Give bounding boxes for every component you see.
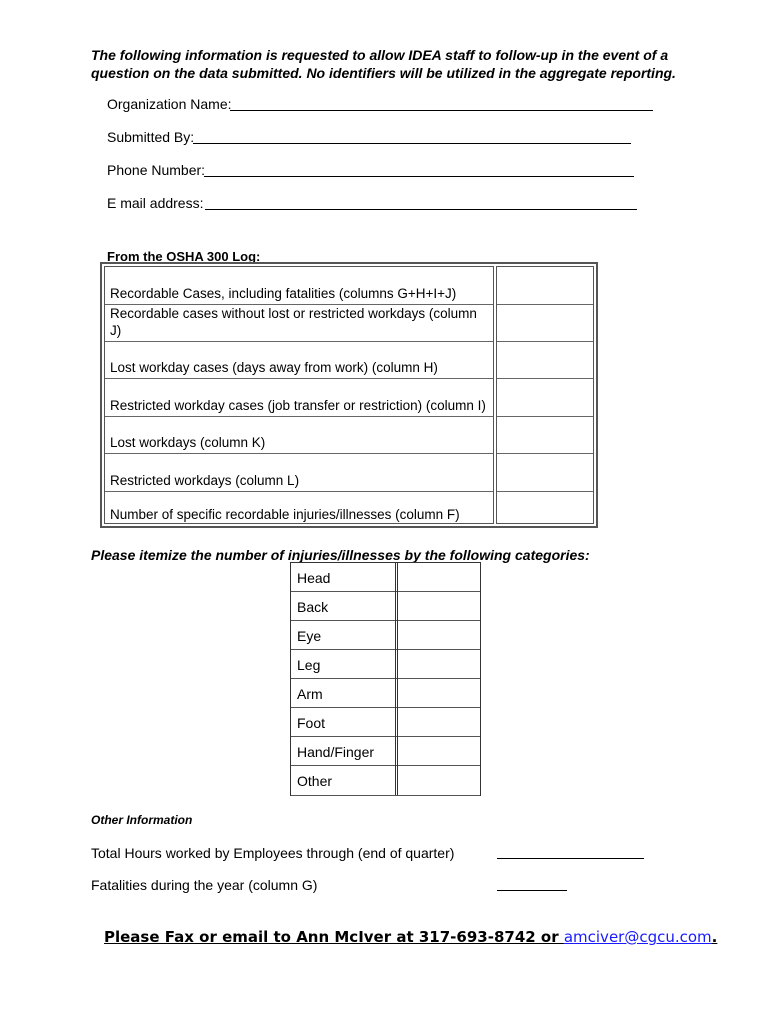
submitted-by-label: Submitted By: bbox=[107, 129, 195, 145]
email-address-label: E mail address: bbox=[107, 195, 204, 211]
footer-end: . bbox=[711, 928, 718, 946]
other-information-heading: Other Information bbox=[91, 813, 193, 827]
osha-row bbox=[105, 417, 493, 454]
osha-row bbox=[105, 379, 493, 417]
organization-name-label: Organization Name: bbox=[107, 96, 232, 112]
category-label: Head bbox=[297, 570, 331, 586]
osha-row-label: Restricted workday cases (job transfer or restriction) (column I) bbox=[110, 398, 486, 413]
osha-value-cell[interactable] bbox=[497, 454, 593, 492]
email-address-field[interactable] bbox=[205, 209, 637, 210]
column-divider bbox=[397, 563, 398, 795]
category-row bbox=[291, 737, 480, 766]
osha-row-label: Lost workday cases (days away from work) (column H) bbox=[110, 360, 438, 375]
osha-row bbox=[105, 492, 493, 525]
phone-number-label: Phone Number: bbox=[107, 162, 206, 178]
fatalities-field[interactable] bbox=[497, 890, 567, 891]
osha-row bbox=[105, 454, 493, 492]
fatalities-label: Fatalities during the year (column G) bbox=[91, 877, 318, 893]
total-hours-label: Total Hours worked by Employees through (end of quarter) bbox=[91, 845, 455, 861]
category-label: Leg bbox=[297, 657, 321, 673]
category-label: Eye bbox=[297, 628, 322, 644]
column-divider bbox=[395, 563, 396, 795]
osha-row-label: Lost workdays (column K) bbox=[110, 435, 266, 450]
category-row bbox=[291, 766, 480, 796]
osha-value-cell[interactable] bbox=[497, 492, 593, 525]
category-row bbox=[291, 592, 480, 621]
osha-values-column bbox=[496, 266, 594, 524]
category-row bbox=[291, 650, 480, 679]
osha-value-cell[interactable] bbox=[497, 417, 593, 454]
categories-table bbox=[290, 562, 481, 796]
osha-row-label: Number of specific recordable injuries/illnesses (column F) bbox=[110, 507, 460, 522]
osha-value-cell[interactable] bbox=[497, 267, 593, 305]
email-link[interactable]: amciver@cgcu.com bbox=[563, 928, 712, 946]
osha-row bbox=[105, 267, 493, 305]
category-label: Arm bbox=[297, 686, 323, 702]
intro-text: The following information is requested to allow IDEA staff to follow-up in the event of a question on the data submitted. No identifiers will be utilized in the aggregate reporting. bbox=[91, 47, 676, 81]
category-label: Back bbox=[297, 599, 329, 615]
category-label: Foot bbox=[297, 715, 326, 731]
osha-value-cell[interactable] bbox=[497, 379, 593, 417]
submitted-by-field[interactable] bbox=[193, 143, 631, 144]
category-row bbox=[291, 708, 480, 737]
organization-name-field[interactable] bbox=[230, 110, 653, 111]
osha-row-label: Recordable cases without lost or restricted workdays (column J) bbox=[110, 306, 477, 338]
osha-row bbox=[105, 305, 493, 342]
categories-heading: Please itemize the number of injuries/illnesses by the following categories: bbox=[91, 547, 590, 563]
category-row bbox=[291, 679, 480, 708]
osha-value-cell[interactable] bbox=[497, 305, 593, 342]
osha-row-label: Recordable Cases, including fatalities (columns G+H+I+J) bbox=[110, 286, 457, 301]
osha-value-cell[interactable] bbox=[497, 342, 593, 379]
footer-text: Please Fax or email to Ann McIver at 317-693-8742 or bbox=[104, 928, 564, 946]
category-label: Other bbox=[297, 773, 333, 789]
category-row bbox=[291, 563, 480, 592]
osha-table bbox=[100, 262, 598, 528]
category-row bbox=[291, 621, 480, 650]
osha-row bbox=[105, 342, 493, 379]
osha-heading: From the OSHA 300 Log: bbox=[107, 249, 261, 264]
osha-labels-column bbox=[104, 266, 494, 524]
total-hours-field[interactable] bbox=[497, 858, 644, 859]
category-label: Hand/Finger bbox=[297, 744, 375, 760]
fax-email-instruction bbox=[104, 928, 717, 946]
phone-number-field[interactable] bbox=[204, 176, 634, 177]
osha-row-label: Restricted workdays (column L) bbox=[110, 473, 300, 488]
